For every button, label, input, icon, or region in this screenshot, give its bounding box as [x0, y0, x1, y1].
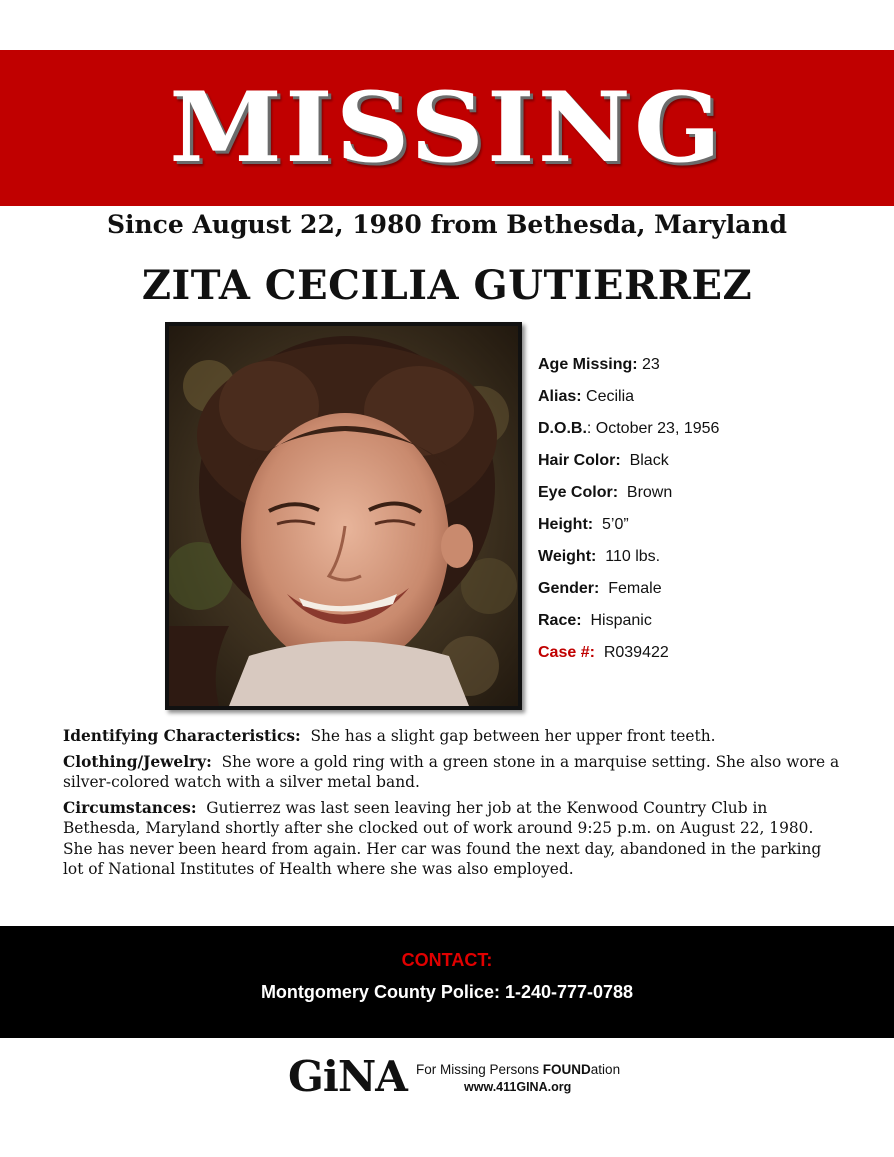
missing-person-photo [165, 322, 522, 710]
detail-eye-color [538, 481, 868, 513]
detail-value: Female [599, 580, 662, 597]
description-section [63, 726, 843, 885]
detail-weight [538, 545, 868, 577]
missing-since-line: Since August 22, 1980 from Bethesda, Maryland [106, 210, 788, 239]
detail-age-missing [538, 353, 868, 385]
detail-value: 110 lbs. [596, 548, 661, 565]
detail-label: Case #: [538, 644, 595, 661]
detail-label: Gender: [538, 580, 600, 597]
detail-dob [538, 417, 868, 449]
detail-value: 5’0” [593, 516, 629, 533]
paragraph-label: Clothing/Jewelry: [63, 752, 212, 771]
contact-section [0, 926, 894, 1038]
foundation-bold: FOUND [542, 1062, 591, 1077]
identifying-characteristics [63, 726, 843, 747]
contact-heading: CONTACT: [401, 950, 493, 970]
detail-label: Height: [538, 516, 594, 533]
missing-banner [0, 50, 894, 206]
detail-label: Alias: [538, 388, 582, 405]
detail-label: Hair Color: [538, 452, 621, 469]
detail-label: Eye Color: [538, 484, 619, 501]
detail-value: Brown [618, 484, 673, 501]
detail-label: D.O.B. [538, 420, 587, 437]
foundation-prefix: For Missing Persons [416, 1062, 543, 1077]
detail-value: 23 [637, 356, 660, 373]
paragraph-text: She wore a gold ring with a green stone in a marquise setting. She also wore a silver-colored watch with a silver metal band. [63, 752, 845, 791]
paragraph-label: Circumstances: [63, 798, 197, 817]
gina-logo: GiNA [288, 1052, 407, 1101]
foundation-suffix: ation [590, 1062, 621, 1077]
detail-value: Black [620, 452, 669, 469]
detail-value: : October 23, 1956 [586, 420, 720, 437]
details-list [538, 353, 868, 673]
clothing-jewelry [63, 752, 843, 793]
detail-hair-color [538, 449, 868, 481]
photo-illustration [169, 326, 518, 706]
detail-value: Hispanic [581, 612, 652, 629]
detail-alias [538, 385, 868, 417]
detail-label: Weight: [538, 548, 597, 565]
detail-value: R039422 [594, 644, 669, 661]
detail-height [538, 513, 868, 545]
circumstances [63, 798, 843, 880]
paragraph-label: Identifying Characteristics: [63, 727, 301, 745]
contact-phone-line: Montgomery County Police: 1-240-777-0788 [260, 982, 634, 1002]
detail-gender [538, 577, 868, 609]
detail-label: Race: [538, 612, 582, 629]
gina-footer [288, 1052, 648, 1112]
website-link[interactable]: www.411GINA.org [464, 1080, 572, 1094]
paragraph-text: Gutierrez was last seen leaving her job at the Kenwood Country Club in Bethesda, Maryland shortly after she clocked out of work around 9:25 p.m. on August 22, 1980. She has never been heard from again. Her car was found the next day, abandoned in the parking lot of National Institutes of Health where she was also employed. [63, 798, 827, 878]
missing-person-name: ZITA CECILIA GUTIERREZ [141, 262, 753, 309]
detail-value: Cecilia [581, 388, 635, 405]
banner-title: MISSING [169, 71, 725, 184]
detail-label: Age Missing: [538, 356, 638, 373]
detail-case-number [538, 641, 868, 673]
detail-race [538, 609, 868, 641]
foundation-tagline [416, 1062, 620, 1077]
paragraph-text: She has a slight gap between her upper front teeth. [300, 727, 716, 745]
